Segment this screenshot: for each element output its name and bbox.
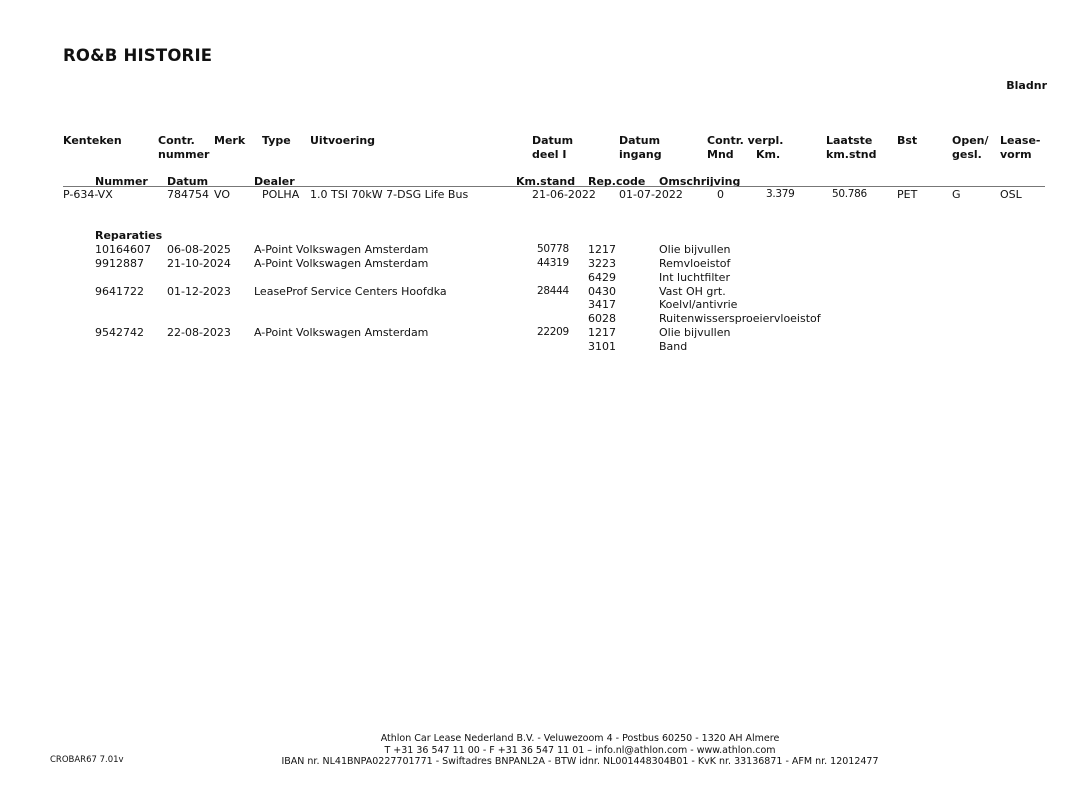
repair-omschrijving: Remvloeistof (659, 257, 731, 270)
repair-datum: 21-10-2024 (167, 257, 231, 270)
repair-omschrijving: Olie bijvullen (659, 243, 731, 256)
repair-nummer: 9912887 (95, 257, 144, 270)
header-uitvoering: Uitvoering (310, 134, 376, 147)
repair-kmstand: 22209 (537, 326, 569, 338)
header-contr-verpl-mnd: Mnd (707, 147, 734, 161)
vehicle-contract: 784754 (167, 188, 209, 201)
vehicle-km: 3.379 (766, 188, 795, 200)
vehicle-datum-ingang: 01-07-2022 (619, 188, 683, 201)
vehicle-datum-deel: 21-06-2022 (532, 188, 596, 201)
repair-datum: 22-08-2023 (167, 326, 231, 339)
vehicle-lease-vorm: OSL (1000, 188, 1022, 201)
page-number-label: Bladnr (1006, 79, 1047, 92)
repair-dealer: LeaseProf Service Centers Hoofdka (254, 284, 447, 298)
header-datum-deel-2: deel I (532, 147, 567, 161)
vehicle-bst: PET (897, 188, 918, 201)
repair-kmstand: 50778 (537, 243, 569, 255)
repair-repcode: 6028 (588, 312, 616, 325)
subheader-omschrijving: Omschrijving (659, 175, 741, 188)
repair-repcode: 3417 (588, 298, 616, 311)
vehicle-uitvoering: 1.0 TSI 70kW 7-DSG Life Bus (310, 188, 469, 201)
repair-datum: 01-12-2023 (167, 284, 231, 298)
footer-contact: T +31 36 547 11 00 - F +31 36 547 11 01 – info.nl@athlon.com - www.athlon.com (384, 744, 776, 756)
header-open-1: Open/ (952, 134, 989, 147)
header-contract-1: Contr. (158, 134, 195, 147)
repair-repcode: 1217 (588, 326, 616, 339)
repairs-heading: Reparaties (95, 229, 163, 242)
subheader-kmstand: Km.stand (516, 175, 576, 188)
repair-nummer: 9542742 (95, 326, 144, 339)
repair-omschrijving: Int luchtfilter (659, 271, 730, 284)
repair-kmstand: 44319 (537, 257, 569, 269)
header-contr-verpl-km: Km. (756, 147, 781, 161)
repair-omschrijving: Koelvl/antivrie (659, 298, 738, 311)
header-laatste-1: Laatste (826, 134, 873, 147)
header-contract-2: nummer (158, 147, 210, 161)
repair-omschrijving: Ruitenwissersproeiervloeistof (659, 312, 821, 325)
repair-dealer: A-Point Volkswagen Amsterdam (254, 257, 429, 270)
repair-dealer: A-Point Volkswagen Amsterdam (254, 326, 429, 339)
header-bst: Bst (897, 134, 918, 147)
header-merk: Merk (214, 134, 246, 147)
header-datum-deel-1: Datum (532, 134, 574, 147)
report-title: RO&B HISTORIE (63, 46, 213, 65)
repair-nummer: 9641722 (95, 284, 144, 298)
footer-form-code: CROBAR67 7.01v (50, 755, 124, 765)
subheader-datum: Datum (167, 175, 209, 188)
footer-bank-details: IBAN nr. NL41BNPA0227701771 - Swiftadres BNPANL2A - BTW idnr. NL001448304B01 - KvK nr. 33136871 - AFM nr. 12012477 (281, 756, 879, 767)
vehicle-mnd: 0 (717, 188, 724, 201)
repair-omschrijving: Vast OH grt. (659, 284, 726, 298)
repair-datum: 06-08-2025 (167, 243, 231, 256)
header-type: Type (262, 134, 291, 147)
vehicle-kenteken: P-634-VX (63, 188, 113, 201)
vehicle-type: POLHA (262, 188, 300, 201)
vehicle-merk: VO (214, 188, 230, 201)
header-lease-1: Lease- (1000, 134, 1041, 147)
header-laatste-2: km.stnd (826, 147, 877, 161)
repair-repcode: 3101 (588, 340, 616, 353)
repair-omschrijving: Olie bijvullen (659, 326, 731, 339)
header-lease-2: vorm (1000, 147, 1032, 161)
subheader-dealer: Dealer (254, 175, 295, 188)
header-kenteken: Kenteken (63, 134, 122, 147)
repair-omschrijving: Band (659, 340, 688, 353)
header-open-2: gesl. (952, 147, 982, 161)
header-contr-verpl: Contr. verpl. (707, 134, 784, 147)
subheader-nummer: Nummer (95, 175, 148, 188)
vehicle-laatste-km: 50.786 (832, 188, 867, 200)
repair-repcode: 6429 (588, 271, 616, 284)
repair-repcode: 1217 (588, 243, 616, 256)
footer-company-address: Athlon Car Lease Nederland B.V. - Veluwezoom 4 - Postbus 60250 - 1320 AH Almere (380, 733, 780, 744)
header-datum-ingang-1: Datum (619, 134, 661, 147)
subheader-repcode: Rep.code (588, 175, 646, 188)
repair-repcode: 0430 (588, 284, 616, 298)
header-divider (63, 186, 1045, 187)
header-datum-ingang-2: ingang (619, 147, 662, 161)
vehicle-open-gesl: G (952, 188, 961, 201)
repair-dealer: A-Point Volkswagen Amsterdam (254, 243, 429, 256)
repair-repcode: 3223 (588, 257, 616, 270)
repair-kmstand: 28444 (537, 284, 569, 297)
repair-nummer: 10164607 (95, 243, 151, 256)
